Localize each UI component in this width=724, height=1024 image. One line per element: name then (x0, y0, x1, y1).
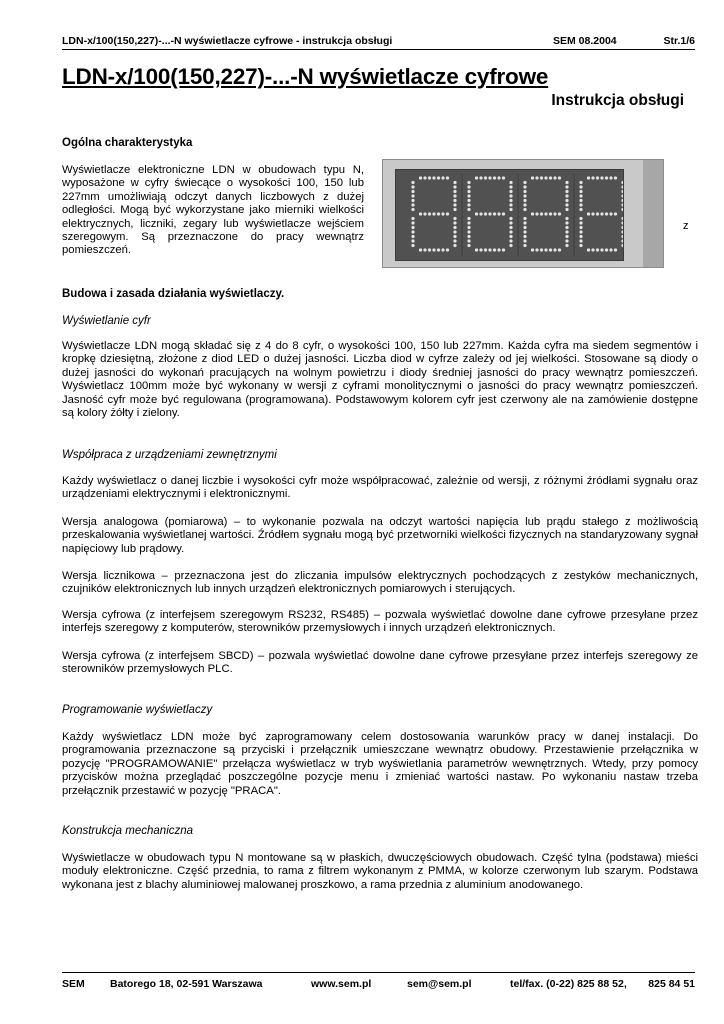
footer-email[interactable]: sem@sem.pl (407, 978, 472, 990)
heading-general: Ogólna charakterystyka (62, 137, 193, 149)
led-dot (479, 212, 482, 215)
led-dot (531, 176, 534, 179)
led-dot (621, 217, 623, 220)
led-dot (423, 212, 426, 215)
led-dot (579, 235, 582, 238)
led-dot (441, 212, 444, 215)
led-dot (621, 185, 623, 188)
led-dot (493, 212, 496, 215)
led-dot (553, 212, 556, 215)
led-dot (621, 199, 623, 202)
led-dot (565, 221, 568, 224)
paragraph-cooperation-3: Wersja licznikowa – przeznaczona jest do zliczania impulsów elektrycznych pochodzących z zestyków mechanicznych, czujników elektronicznych lub innych urządzeń elektronicznych pomiarowych i sterujących. (62, 570, 698, 596)
led-dot (523, 221, 526, 224)
document-title: LDN-x/100(150,227)-...-N wyświetlacze cyfrowe (62, 64, 549, 89)
led-dot (621, 244, 623, 247)
led-dot (509, 221, 512, 224)
led-dot (565, 181, 568, 184)
led-dot (467, 190, 470, 193)
paragraph-cooperation-2: Wersja analogowa (pomiarowa) – to wykonanie pozwala na odczyt wartości napięcia lub prądu stałego z możliwością przeskalowania wyświetlanej wartości. Źródłem sygnału mogą być przetworniki wielkości fizycznych na standaryzowany sygnał napięciowy lub prądowy. (62, 516, 698, 555)
led-dot (614, 212, 617, 215)
led-dot (531, 212, 534, 215)
led-dot (467, 230, 470, 233)
led-dot (437, 212, 440, 215)
led-dot (411, 190, 414, 193)
led-dot (467, 181, 470, 184)
led-dot (509, 194, 512, 197)
led-dot (591, 176, 594, 179)
led-dot (596, 212, 599, 215)
led-dot (411, 185, 414, 188)
led-dot (488, 248, 491, 251)
led-dot (579, 221, 582, 224)
led-dot (509, 199, 512, 202)
led-dot (553, 248, 556, 251)
document-subtitle: Instrukcja obsługi (551, 92, 684, 109)
led-dot (579, 217, 582, 220)
led-dot (565, 239, 568, 242)
led-dot (411, 221, 414, 224)
led-dot (419, 248, 422, 251)
led-dot (544, 248, 547, 251)
led-dot (544, 212, 547, 215)
led-dot (509, 208, 512, 211)
led-dot (446, 248, 449, 251)
led-dot (565, 203, 568, 206)
led-dot (549, 212, 552, 215)
led-dot (579, 185, 582, 188)
led-dot (509, 181, 512, 184)
led-dot (540, 212, 543, 215)
led-dot (509, 203, 512, 206)
led-dot (411, 217, 414, 220)
led-dot (411, 199, 414, 202)
header-doc-id: LDN-x/100(150,227)-...-N wyświetlacze cyfrowe - instrukcja obsługi (62, 35, 393, 47)
footer-address: Batorego 18, 02-591 Warszawa (110, 978, 263, 990)
paragraph-cooperation-4: Wersja cyfrowa (z interfejsem szeregowym RS232, RS485) – pozwala wyświetlać dowolne dane cyfrowe przesyłane przez interfejs szeregowy z komputerów, sterowników przemysłowych i innych urządzeń elektronicznych. (62, 609, 698, 635)
led-dot (453, 235, 456, 238)
paragraph-digits: Wyświetlacze LDN mogą składać się z 4 do 8 cyfr, o wysokości 100, 150 lub 227mm. Każda cyfra ma siedem segmentów i kropkę dziesiętną, złożone z diod LED o dużej jasności. Liczba diod w cyfrze zależy od jej wielkości. Stosowane są diody o dużej jasności do wykonań pracujących na wolnym powietrzu i diody średniej jasności do pracy wewnątrz pomieszczeń. Wyświetlacz 100mm może być wykonany w wersji z cyframi monolitycznymi o jasności do pracy wewnątrz pomieszczeń. Jasność cyfr może być regulowana (programowana). Podstawowym kolorem cyfr jest czerwony ale na zamówienie dostępne są kolory żółty i zielony. (62, 340, 698, 420)
led-dot (591, 248, 594, 251)
led-dot (535, 212, 538, 215)
led-dot (579, 203, 582, 206)
led-dot (579, 190, 582, 193)
led-dot (509, 244, 512, 247)
led-dot (411, 226, 414, 229)
led-dot (605, 176, 608, 179)
led-dot (565, 185, 568, 188)
led-dot (488, 176, 491, 179)
led-dot (565, 230, 568, 233)
led-dot (453, 244, 456, 247)
led-dot (558, 176, 561, 179)
led-dot (579, 230, 582, 233)
led-dot (437, 176, 440, 179)
led-dot (467, 194, 470, 197)
heading-cooperation: Współpraca z urządzeniami zewnętrznymi (62, 449, 277, 461)
led-dot (523, 203, 526, 206)
led-dot (621, 221, 623, 224)
led-dot (535, 176, 538, 179)
led-dot (523, 230, 526, 233)
footer-phone: tel/fax. (0-22) 825 88 52, (510, 978, 627, 990)
photo-caption: z (683, 220, 689, 232)
led-dot (565, 199, 568, 202)
page-footer (62, 972, 695, 993)
led-dot (467, 217, 470, 220)
led-dot (467, 203, 470, 206)
led-digits-graphic (396, 170, 623, 260)
led-dot (479, 248, 482, 251)
led-dot (502, 248, 505, 251)
led-dot (423, 176, 426, 179)
led-dot (535, 248, 538, 251)
led-dot (579, 244, 582, 247)
led-dot (523, 226, 526, 229)
led-dot (558, 248, 561, 251)
led-dot (467, 199, 470, 202)
led-dot (467, 208, 470, 211)
led-dot (493, 176, 496, 179)
led-dot (432, 176, 435, 179)
heading-programming: Programowanie wyświetlaczy (62, 704, 213, 716)
paragraph-cooperation-5: Wersja cyfrowa (z interfejsem SBCD) – pozwala wyświetlać dowolne dane cyfrowe przesyłane przez interfejs szeregowy ze sterowników przemysłowych PLC. (62, 650, 698, 676)
led-dot (411, 235, 414, 238)
led-dot (437, 248, 440, 251)
led-dot (565, 194, 568, 197)
led-dot (509, 226, 512, 229)
header-date: SEM 08.2004 (553, 35, 617, 47)
led-dot (453, 230, 456, 233)
led-dot (467, 239, 470, 242)
led-dot (579, 226, 582, 229)
led-dot (411, 181, 414, 184)
led-dot (502, 212, 505, 215)
led-dot (441, 248, 444, 251)
header-page-number: Str.1/6 (663, 35, 695, 47)
led-dot (502, 176, 505, 179)
led-dot (488, 212, 491, 215)
led-dot (475, 176, 478, 179)
led-dot (565, 226, 568, 229)
led-dot (509, 235, 512, 238)
led-dot (432, 248, 435, 251)
led-dot (553, 176, 556, 179)
led-dot (621, 194, 623, 197)
led-dot (493, 248, 496, 251)
led-dot (621, 203, 623, 206)
led-dot (484, 248, 487, 251)
led-dot (467, 244, 470, 247)
led-dot (544, 176, 547, 179)
heading-construction: Budowa i zasada działania wyświetlaczy. (62, 288, 285, 300)
led-dot (565, 208, 568, 211)
led-dot (609, 248, 612, 251)
led-dot (523, 194, 526, 197)
led-dot (467, 235, 470, 238)
led-dot (467, 226, 470, 229)
led-dot (605, 212, 608, 215)
led-dot (453, 203, 456, 206)
led-dot (579, 239, 582, 242)
led-dot (475, 248, 478, 251)
led-dot (579, 194, 582, 197)
footer-website[interactable]: www.sem.pl (311, 978, 372, 990)
page-header (62, 35, 695, 50)
led-dot (596, 248, 599, 251)
led-dot (453, 190, 456, 193)
led-dot (621, 226, 623, 229)
led-dot (523, 217, 526, 220)
display-photo (382, 159, 664, 268)
heading-digits: Wyświetlanie cyfr (62, 315, 151, 327)
led-dot (565, 235, 568, 238)
led-dot (587, 212, 590, 215)
led-dot (411, 203, 414, 206)
led-dot (523, 190, 526, 193)
paragraph-general: Wyświetlacze elektroniczne LDN w obudowach typu N, wyposażone w cyfry świecące o wysokości 100, 150 lub 227mm umożliwiają odczyt danych liczbowych z dużej odległości. Mogą być wykorzystane jako mierniki wielkości elektrycznych, liczniki, zegary lub wyświetlacze wejściem szeregowym. Są przeznaczone do pracy wewnątrz pomieszczeń. (62, 164, 364, 257)
led-dot (453, 221, 456, 224)
led-dot (446, 212, 449, 215)
led-dot (428, 248, 431, 251)
led-dot (540, 176, 543, 179)
led-dot (467, 221, 470, 224)
led-dot (479, 176, 482, 179)
led-dot (621, 230, 623, 233)
led-dot (621, 235, 623, 238)
led-dot (605, 248, 608, 251)
led-dot (497, 212, 500, 215)
led-dot (411, 230, 414, 233)
led-dot (591, 212, 594, 215)
led-dot (579, 199, 582, 202)
led-dot (523, 239, 526, 242)
display-frame-edge (643, 160, 663, 267)
led-dot (523, 235, 526, 238)
led-dot (558, 212, 561, 215)
led-dot (621, 239, 623, 242)
led-dot (509, 230, 512, 233)
led-dot (446, 176, 449, 179)
led-dot (497, 176, 500, 179)
led-dot (484, 212, 487, 215)
led-dot (621, 181, 623, 184)
led-dot (565, 244, 568, 247)
led-dot (441, 176, 444, 179)
led-dot (497, 248, 500, 251)
led-dot (453, 226, 456, 229)
led-dot (621, 208, 623, 211)
led-dot (565, 217, 568, 220)
led-dot (411, 194, 414, 197)
paragraph-mechanical: Wyświetlacze w obudowach typu N montowane są w płaskich, dwuczęściowych obudowach. Część tylna (podstawa) mieści moduły elektroniczne. Część przednia, to rama z filtrem wykonanym z PMMA, w kolorze czerwonym lub szarym. Podstawa wykonana jest z blachy aluminiowej malowanej proszkowo, a rama przednia z aluminium anodowanego. (62, 852, 698, 891)
led-dot (614, 176, 617, 179)
led-dot (600, 176, 603, 179)
led-dot (523, 208, 526, 211)
led-dot (587, 176, 590, 179)
led-dot (523, 199, 526, 202)
led-dot (411, 239, 414, 242)
led-dot (621, 190, 623, 193)
led-dot (609, 176, 612, 179)
led-dot (600, 212, 603, 215)
footer-phone-2: 825 84 51 (648, 978, 695, 990)
led-dot (423, 248, 426, 251)
led-dot (509, 190, 512, 193)
led-dot (453, 185, 456, 188)
led-dot (428, 176, 431, 179)
led-dot (428, 212, 431, 215)
led-dot (419, 176, 422, 179)
led-dot (467, 185, 470, 188)
led-dot (411, 244, 414, 247)
led-dot (531, 248, 534, 251)
led-display-panel (395, 169, 624, 261)
led-dot (579, 181, 582, 184)
led-dot (453, 194, 456, 197)
footer-company: SEM (62, 978, 85, 990)
led-dot (453, 239, 456, 242)
led-dot (453, 181, 456, 184)
led-dot (540, 248, 543, 251)
led-dot (419, 212, 422, 215)
led-dot (453, 217, 456, 220)
led-dot (509, 185, 512, 188)
led-dot (432, 212, 435, 215)
led-dot (614, 248, 617, 251)
paragraph-cooperation-1: Każdy wyświetlacz o danej liczbie i wysokości cyfr może współpracować, zależnie od wersji, z różnymi źródłami sygnału oraz urządzeniami elektrycznymi i elektronicznymi. (62, 475, 698, 501)
led-dot (609, 212, 612, 215)
led-dot (523, 244, 526, 247)
led-dot (549, 248, 552, 251)
led-dot (509, 217, 512, 220)
led-dot (523, 181, 526, 184)
led-dot (475, 212, 478, 215)
led-dot (579, 208, 582, 211)
paragraph-programming: Każdy wyświetlacz LDN może być zaprogramowany celem dostosowania warunków pracy w danej instalacji. Do programowania przeznaczone są przyciski i przełącznik umieszczane wewnątrz obudowy. Przestawienie przełącznika w pozycję "PROGRAMOWANIE" przełącza wyświetlacz w tryb wyświetlania parametrów wewnętrznych. Wtedy, przy pomocy przycisków można przeglądać poszczególne pozycje menu i zmieniać wartości nastaw. Po wykonaniu nastaw trzeba przełącznik przestawić w pozycję "PRACA". (62, 731, 698, 797)
led-dot (484, 176, 487, 179)
led-dot (523, 185, 526, 188)
led-dot (587, 248, 590, 251)
led-dot (596, 176, 599, 179)
led-dot (453, 199, 456, 202)
led-dot (453, 208, 456, 211)
led-dot (509, 239, 512, 242)
led-dot (549, 176, 552, 179)
led-dot (411, 208, 414, 211)
led-dot (565, 190, 568, 193)
heading-mechanical: Konstrukcja mechaniczna (62, 825, 194, 837)
led-dot (600, 248, 603, 251)
